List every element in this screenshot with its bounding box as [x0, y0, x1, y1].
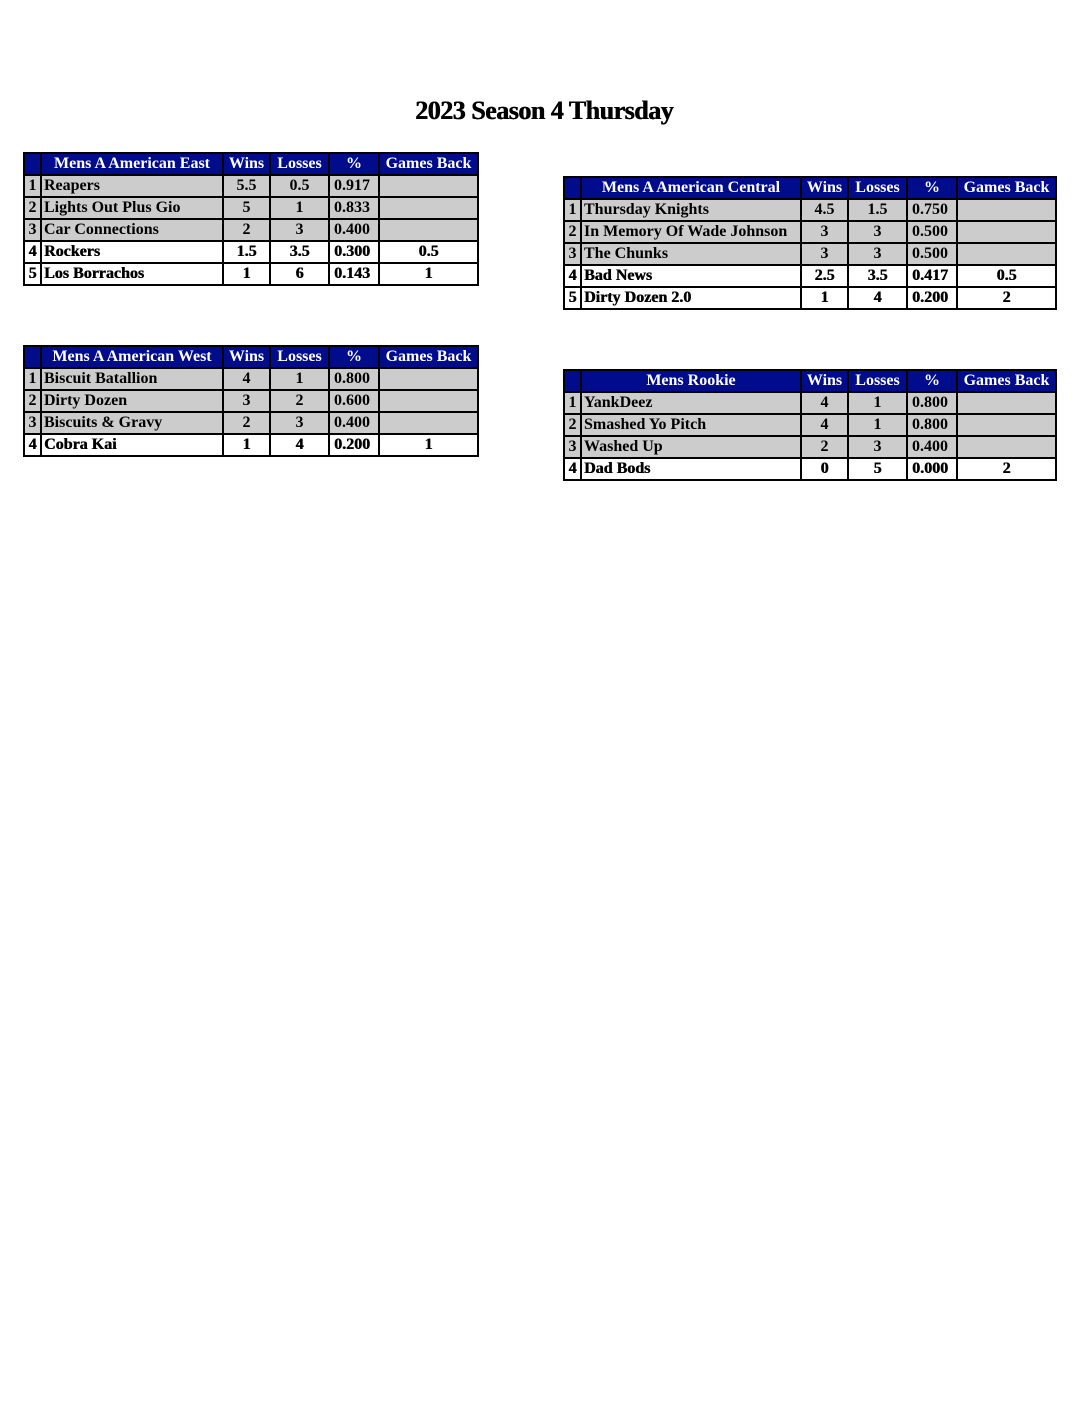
games-back-cell: 0.5: [957, 265, 1056, 287]
division-name: Mens A American West: [41, 346, 223, 368]
games-back-cell: [379, 390, 478, 412]
pct-cell: 0.200: [907, 287, 957, 309]
games-back-cell: [379, 368, 478, 390]
table-header-row: [24, 346, 478, 368]
table-row: [24, 368, 478, 390]
rank-cell: 4: [24, 434, 41, 456]
losses-cell: 1: [270, 368, 329, 390]
wins-cell: 2: [223, 219, 270, 241]
losses-cell: 1: [270, 197, 329, 219]
wins-cell: 4: [801, 392, 848, 414]
games-back-cell: [957, 243, 1056, 265]
team-cell: Cobra Kai: [41, 434, 223, 456]
rank-cell: 3: [24, 219, 41, 241]
wins-cell: 1: [801, 287, 848, 309]
pct-cell: 0.300: [329, 241, 379, 263]
rank-cell: 2: [24, 197, 41, 219]
standings-table-rookie: [563, 369, 1057, 481]
table-header-row: [564, 370, 1056, 392]
pct-cell: 0.000: [907, 458, 957, 480]
games-back-cell: [957, 199, 1056, 221]
pct-header: %: [907, 177, 957, 199]
games-back-cell: [957, 221, 1056, 243]
team-cell: Rockers: [41, 241, 223, 263]
games-back-header: Games Back: [957, 370, 1056, 392]
rank-cell: 2: [564, 414, 581, 436]
games-back-cell: [379, 197, 478, 219]
table-row: [564, 199, 1056, 221]
wins-cell: 1: [223, 434, 270, 456]
losses-cell: 3: [848, 436, 907, 458]
wins-cell: 5: [223, 197, 270, 219]
losses-cell: 1.5: [848, 199, 907, 221]
table-row: [24, 263, 478, 285]
team-cell: The Chunks: [581, 243, 801, 265]
pct-cell: 0.400: [329, 219, 379, 241]
table-row: [24, 241, 478, 263]
table-row: [564, 243, 1056, 265]
games-back-cell: 1: [379, 434, 478, 456]
games-back-cell: 0.5: [379, 241, 478, 263]
division-name: Mens Rookie: [581, 370, 801, 392]
rank-cell: 5: [564, 287, 581, 309]
wins-cell: 2: [801, 436, 848, 458]
page-title: 2023 Season 4 Thursday: [415, 96, 673, 125]
table-header-row: [564, 177, 1056, 199]
rank-header: [564, 177, 581, 199]
losses-cell: 1: [848, 392, 907, 414]
losses-cell: 5: [848, 458, 907, 480]
wins-cell: 4.5: [801, 199, 848, 221]
standings-table-west: [23, 345, 479, 457]
pct-cell: 0.750: [907, 199, 957, 221]
rank-cell: 3: [564, 243, 581, 265]
losses-header: Losses: [270, 346, 329, 368]
rank-cell: 5: [24, 263, 41, 285]
pct-header: %: [329, 153, 379, 175]
rank-cell: 3: [564, 436, 581, 458]
games-back-cell: [957, 414, 1056, 436]
pct-cell: 0.833: [329, 197, 379, 219]
table-row: [564, 414, 1056, 436]
losses-cell: 3: [270, 219, 329, 241]
team-cell: Biscuits & Gravy: [41, 412, 223, 434]
team-cell: In Memory Of Wade Johnson: [581, 221, 801, 243]
pct-cell: 0.417: [907, 265, 957, 287]
pct-header: %: [329, 346, 379, 368]
team-cell: Lights Out Plus Gio: [41, 197, 223, 219]
team-cell: Reapers: [41, 175, 223, 197]
wins-cell: 3: [801, 221, 848, 243]
pct-header: %: [907, 370, 957, 392]
rank-cell: 1: [24, 175, 41, 197]
rank-cell: 4: [564, 265, 581, 287]
table-row: [24, 197, 478, 219]
wins-cell: 2: [223, 412, 270, 434]
losses-header: Losses: [848, 177, 907, 199]
standings-table-east: [23, 152, 479, 286]
table-header-row: [24, 153, 478, 175]
games-back-cell: [957, 392, 1056, 414]
pct-cell: 0.800: [907, 392, 957, 414]
wins-cell: 4: [801, 414, 848, 436]
table-row: [564, 458, 1056, 480]
games-back-cell: 2: [957, 458, 1056, 480]
losses-cell: 3.5: [848, 265, 907, 287]
standings-table-central: [563, 176, 1057, 310]
table-row: [564, 221, 1056, 243]
team-cell: Los Borrachos: [41, 263, 223, 285]
team-cell: Car Connections: [41, 219, 223, 241]
rank-cell: 4: [564, 458, 581, 480]
losses-cell: 3: [848, 243, 907, 265]
pct-cell: 0.400: [907, 436, 957, 458]
team-cell: Washed Up: [581, 436, 801, 458]
losses-cell: 6: [270, 263, 329, 285]
rank-cell: 1: [24, 368, 41, 390]
pct-cell: 0.800: [907, 414, 957, 436]
team-cell: Dirty Dozen: [41, 390, 223, 412]
rank-cell: 2: [24, 390, 41, 412]
wins-cell: 3: [801, 243, 848, 265]
pct-cell: 0.143: [329, 263, 379, 285]
rank-header: [564, 370, 581, 392]
wins-cell: 3: [223, 390, 270, 412]
games-back-header: Games Back: [379, 153, 478, 175]
team-cell: Smashed Yo Pitch: [581, 414, 801, 436]
pct-cell: 0.400: [329, 412, 379, 434]
games-back-header: Games Back: [379, 346, 478, 368]
wins-header: Wins: [801, 177, 848, 199]
pct-cell: 0.200: [329, 434, 379, 456]
rank-cell: 4: [24, 241, 41, 263]
rank-cell: 2: [564, 221, 581, 243]
wins-header: Wins: [223, 153, 270, 175]
wins-header: Wins: [223, 346, 270, 368]
pct-cell: 0.500: [907, 221, 957, 243]
rank-cell: 1: [564, 199, 581, 221]
team-cell: Dad Bods: [581, 458, 801, 480]
wins-cell: 1.5: [223, 241, 270, 263]
losses-cell: 4: [848, 287, 907, 309]
wins-cell: 5.5: [223, 175, 270, 197]
games-back-header: Games Back: [957, 177, 1056, 199]
pct-cell: 0.917: [329, 175, 379, 197]
team-cell: YankDeez: [581, 392, 801, 414]
table-row: [564, 265, 1056, 287]
games-back-cell: [379, 175, 478, 197]
losses-header: Losses: [270, 153, 329, 175]
pct-cell: 0.800: [329, 368, 379, 390]
table-row: [24, 175, 478, 197]
rank-header: [24, 153, 41, 175]
losses-cell: 2: [270, 390, 329, 412]
table-row: [564, 287, 1056, 309]
losses-header: Losses: [848, 370, 907, 392]
division-name: Mens A American East: [41, 153, 223, 175]
games-back-cell: 1: [379, 263, 478, 285]
table-row: [24, 390, 478, 412]
games-back-cell: [379, 412, 478, 434]
division-name: Mens A American Central: [581, 177, 801, 199]
wins-cell: 4: [223, 368, 270, 390]
losses-cell: 3: [270, 412, 329, 434]
team-cell: Dirty Dozen 2.0: [581, 287, 801, 309]
losses-cell: 1: [848, 414, 907, 436]
table-row: [564, 392, 1056, 414]
rank-cell: 1: [564, 392, 581, 414]
table-row: [24, 434, 478, 456]
losses-cell: 3.5: [270, 241, 329, 263]
team-cell: Bad News: [581, 265, 801, 287]
pct-cell: 0.500: [907, 243, 957, 265]
games-back-cell: 2: [957, 287, 1056, 309]
rank-cell: 3: [24, 412, 41, 434]
losses-cell: 4: [270, 434, 329, 456]
team-cell: Biscuit Batallion: [41, 368, 223, 390]
rank-header: [24, 346, 41, 368]
wins-header: Wins: [801, 370, 848, 392]
team-cell: Thursday Knights: [581, 199, 801, 221]
losses-cell: 3: [848, 221, 907, 243]
table-row: [564, 436, 1056, 458]
wins-cell: 2.5: [801, 265, 848, 287]
losses-cell: 0.5: [270, 175, 329, 197]
table-row: [24, 219, 478, 241]
pct-cell: 0.600: [329, 390, 379, 412]
wins-cell: 1: [223, 263, 270, 285]
wins-cell: 0: [801, 458, 848, 480]
games-back-cell: [957, 436, 1056, 458]
table-row: [24, 412, 478, 434]
games-back-cell: [379, 219, 478, 241]
